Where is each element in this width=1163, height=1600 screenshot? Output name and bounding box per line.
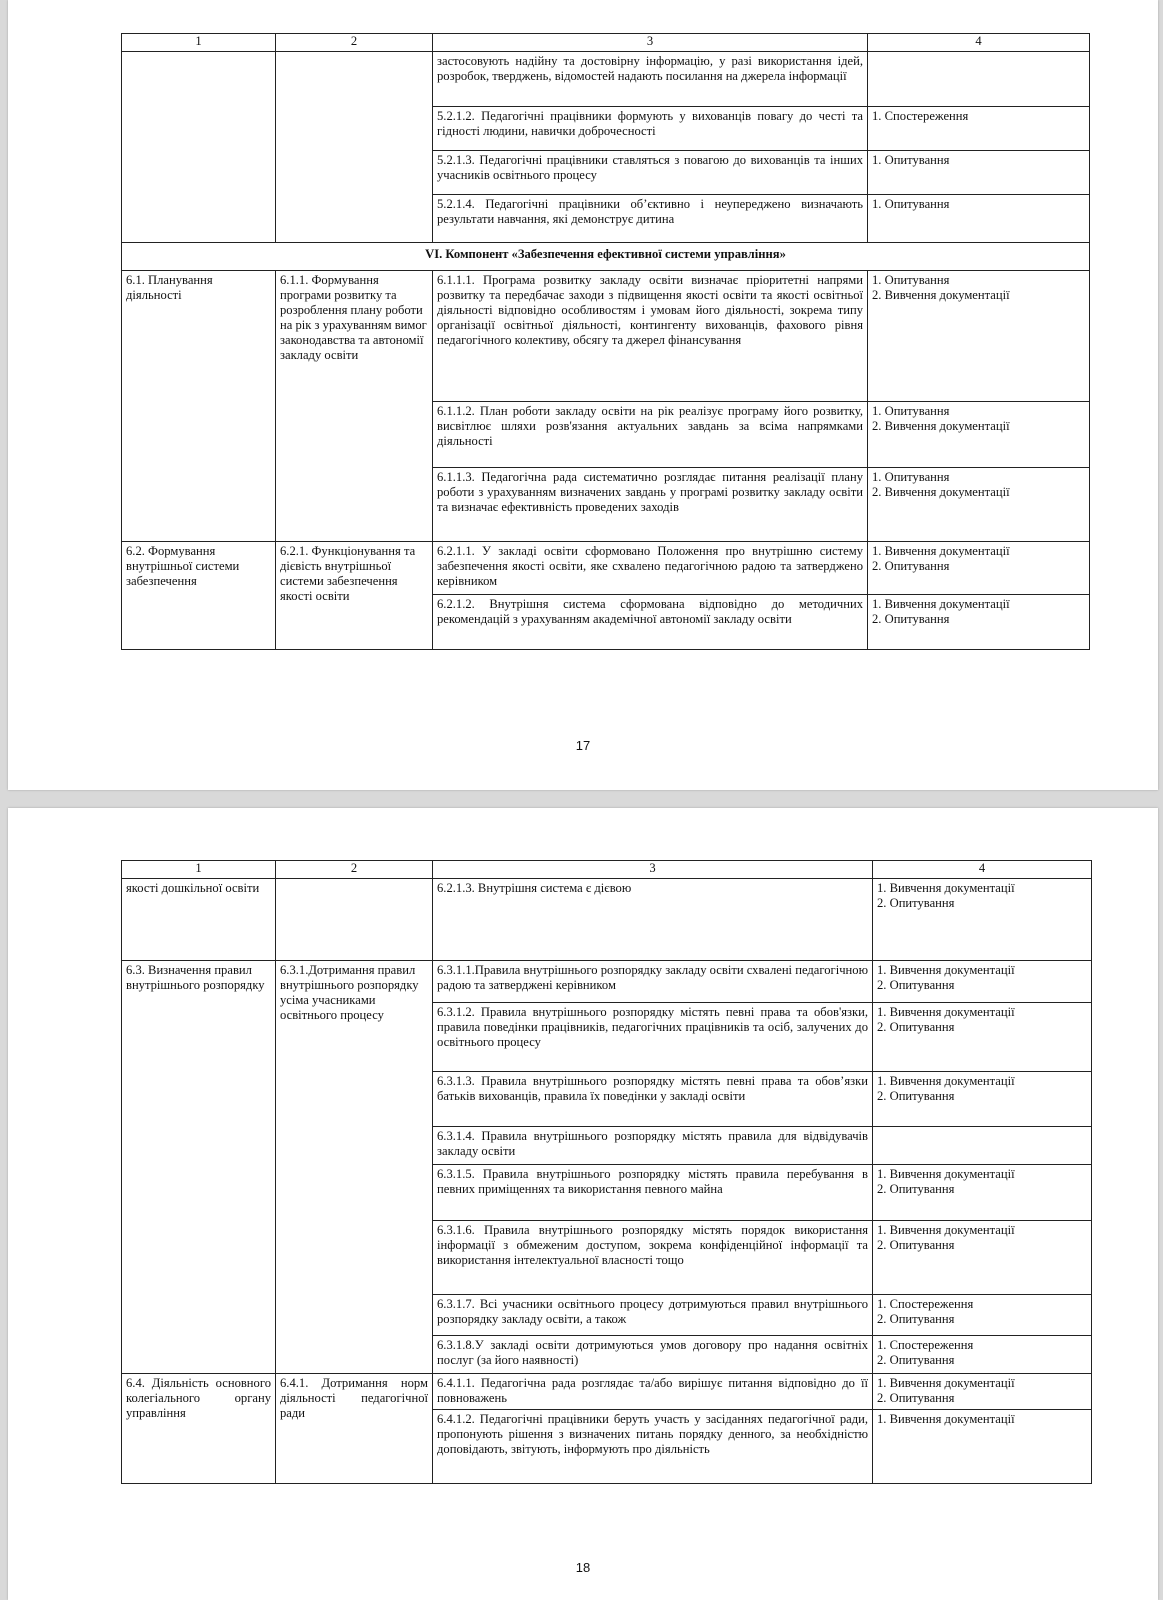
table-row — [122, 271, 1090, 402]
indicator-cell: 6.3.1.8.У закладі освіти дотримуються умов договору про надання освітніх послуг (за його наявності) — [433, 1336, 873, 1374]
method-item: 1. Вивчення документації — [877, 1412, 1015, 1426]
method-item: 2. Опитування — [877, 1182, 955, 1196]
method-cell — [868, 595, 1090, 650]
method-cell — [873, 1374, 1092, 1410]
method-item: 1. Вивчення документації — [877, 1074, 1015, 1088]
requirement-cell: 6.2. Формування внутрішньої системи забезпечення — [122, 542, 276, 650]
method-item: 1. Опитування — [872, 404, 950, 418]
method-cell — [868, 468, 1090, 542]
column-numbers-row — [122, 34, 1090, 52]
indicator-cell: 6.3.1.3. Правила внутрішнього розпорядку містять певні права та обов’язки батьків вихованців, правила їх поведінки у закладі освіти — [433, 1072, 873, 1127]
method-item: 2. Опитування — [877, 1353, 955, 1367]
table-row — [122, 52, 1090, 107]
method-item: 1. Опитування — [872, 153, 950, 167]
method-item: 1. Опитування — [872, 197, 950, 211]
method-item: 1. Вивчення документації — [877, 1223, 1015, 1237]
criterion-cell: 6.3.1.Дотримання правил внутрішнього розпорядку усіма учасниками освітнього процесу — [276, 961, 433, 1374]
column-number: 1 — [122, 34, 276, 52]
indicator-cell: 6.3.1.1.Правила внутрішнього розпорядку закладу освіти схвалені педагогічною радою та затверджені керівником — [433, 961, 873, 1003]
method-item: 1. Вивчення документації — [872, 597, 1010, 611]
method-item: 1. Вивчення документації — [877, 1005, 1015, 1019]
indicator-cell: 5.2.1.4. Педагогічні працівники об’єктивно і неупереджено визначають результати навчання, які демонструє дитина — [433, 195, 868, 243]
method-cell — [873, 1295, 1092, 1336]
method-cell — [873, 961, 1092, 1003]
method-item: 2. Опитування — [877, 978, 955, 992]
method-cell — [868, 107, 1090, 151]
requirement-cell: 6.4. Діяльність основного колегіального органу управління — [122, 1374, 276, 1484]
method-cell — [868, 151, 1090, 195]
column-number: 4 — [873, 861, 1092, 879]
criteria-table-page-18 — [121, 860, 1092, 1484]
indicator-cell: 6.3.1.5. Правила внутрішнього розпорядку містять правила перебування в певних приміщеннях та використання певного майна — [433, 1165, 873, 1221]
method-cell — [873, 1221, 1092, 1295]
method-item: 1. Опитування — [872, 470, 950, 484]
table-row — [122, 1374, 1092, 1410]
column-numbers-row — [122, 861, 1092, 879]
indicator-cell: 6.2.1.3. Внутрішня система є дієвою — [433, 879, 873, 961]
column-number: 1 — [122, 861, 276, 879]
indicator-cell: 6.4.1.2. Педагогічні працівники беруть участь у засіданнях педагогічної ради, пропонують рішення з визначених питань порядку денного, за необхідністю доповідають, звітують, інформують про діяльність — [433, 1410, 873, 1484]
table-row — [122, 879, 1092, 961]
method-item: 1. Вивчення документації — [877, 881, 1015, 895]
method-cell — [873, 1127, 1092, 1165]
method-item: 2. Опитування — [872, 612, 950, 626]
method-cell — [873, 1003, 1092, 1072]
method-item: 1. Вивчення документації — [872, 544, 1010, 558]
column-number: 3 — [433, 861, 873, 879]
document-page-17 — [8, 0, 1158, 790]
indicator-cell: 6.1.1.3. Педагогічна рада систематично розглядає питання реалізації плану роботи з урахуванням визначених завдань у програмі розвитку закладу освіти та визначає ефективність проведених заходів — [433, 468, 868, 542]
indicator-cell: 6.2.1.1. У закладі освіти сформовано Положення про внутрішню систему забезпечення якості освіти, яке схвалено педагогічною радою та затверджено керівником — [433, 542, 868, 595]
method-item: 2. Опитування — [877, 1089, 955, 1103]
method-item: 1. Спостереження — [877, 1338, 974, 1352]
method-cell — [873, 1336, 1092, 1374]
method-item: 2. Вивчення документації — [872, 419, 1010, 433]
criteria-table-page-17 — [121, 33, 1090, 650]
table-row — [122, 961, 1092, 1003]
requirement-cell: 6.3. Визначення правил внутрішнього розпорядку — [122, 961, 276, 1374]
method-cell — [868, 542, 1090, 595]
requirement-cell: якості дошкільної освіти — [122, 879, 276, 961]
indicator-cell: застосовують надійну та достовірну інформацію, у разі використання ідей, розробок, тверджень, відомостей надають посилання на джерела інформації — [433, 52, 868, 107]
page-number: 17 — [575, 738, 591, 753]
method-cell — [868, 402, 1090, 468]
method-item: 1. Спостереження — [872, 109, 969, 123]
method-item: 2. Вивчення документації — [872, 485, 1010, 499]
method-item: 2. Опитування — [877, 1391, 955, 1405]
indicator-cell: 6.3.1.6. Правила внутрішнього розпорядку містять порядок використання інформації з обмеженим доступом, зокрема конфіденційної інформації та використання інтелектуальної власності тощо — [433, 1221, 873, 1295]
method-cell — [873, 879, 1092, 961]
indicator-cell: 5.2.1.3. Педагогічні працівники ставляться з повагою до вихованців та інших учасників освітнього процесу — [433, 151, 868, 195]
method-item: 2. Опитування — [877, 1312, 955, 1326]
section-row — [122, 243, 1090, 271]
table-row — [122, 542, 1090, 595]
method-cell — [868, 195, 1090, 243]
method-cell — [868, 271, 1090, 402]
column-number: 2 — [276, 34, 433, 52]
page-number: 18 — [575, 1560, 591, 1575]
indicator-cell: 6.1.1.1. Програма розвитку закладу освіти визначає пріоритетні напрями розвитку та передбачає заходи з підвищення якості освіти та якості освітньої діяльності відповідно особливостям і умовам його діяльності, зокрема типу організації освітньої діяльності, контингенту вихованців, фахового рівня педагогічного колективу, обсягу та джерел фінансування — [433, 271, 868, 402]
criterion-cell: 6.4.1. Дотримання норм діяльності педагогічної ради — [276, 1374, 433, 1484]
column-number: 3 — [433, 34, 868, 52]
method-item: 1. Вивчення документації — [877, 963, 1015, 977]
method-item: 2. Опитування — [877, 1020, 955, 1034]
column-number: 4 — [868, 34, 1090, 52]
requirement-cell: 6.1. Планування діяльності — [122, 271, 276, 542]
indicator-cell: 6.3.1.2. Правила внутрішнього розпорядку містять певні права та обов'язки, правила поведінки працівників, педагогічних працівників та осіб, залучених до освітнього процесу — [433, 1003, 873, 1072]
criterion-cell: 6.1.1. Формування програми розвитку та розроблення плану роботи на рік з урахуванням вимог законодавства та автономії закладу освіти — [276, 271, 433, 542]
method-cell — [873, 1072, 1092, 1127]
criterion-cell — [276, 879, 433, 961]
indicator-cell: 6.1.1.2. План роботи закладу освіти на рік реалізує програму його розвитку, висвітлює шляхи розв'язання актуальних завдань за всіма напрямками діяльності — [433, 402, 868, 468]
criterion-cell: 6.2.1. Функціонування та дієвість внутрішньої системи забезпечення якості освіти — [276, 542, 433, 650]
section-title: VI. Компонент «Забезпечення ефективної системи управління» — [122, 243, 1090, 271]
indicator-cell: 6.2.1.2. Внутрішня система сформована відповідно до методичних рекомендацій з урахуванням академічної автономії закладу освіти — [433, 595, 868, 650]
method-item: 1. Вивчення документації — [877, 1376, 1015, 1390]
method-item: 2. Вивчення документації — [872, 288, 1010, 302]
indicator-cell: 6.3.1.4. Правила внутрішнього розпорядку містять правила для відвідувачів закладу освіти — [433, 1127, 873, 1165]
method-item: 1. Вивчення документації — [877, 1167, 1015, 1181]
document-page-18 — [8, 808, 1158, 1600]
method-cell — [873, 1165, 1092, 1221]
requirement-cell — [122, 52, 276, 243]
criterion-cell — [276, 52, 433, 243]
method-item: 1. Спостереження — [877, 1297, 974, 1311]
method-item: 2. Опитування — [877, 1238, 955, 1252]
method-cell — [868, 52, 1090, 107]
indicator-cell: 6.4.1.1. Педагогічна рада розглядає та/або вирішує питання відповідно до її повноважень — [433, 1374, 873, 1410]
method-item: 2. Опитування — [877, 896, 955, 910]
indicator-cell: 6.3.1.7. Всі учасники освітнього процесу дотримуються правил внутрішнього розпорядку закладу освіти, а також — [433, 1295, 873, 1336]
indicator-cell: 5.2.1.2. Педагогічні працівники формують у вихованців повагу до честі та гідності людини, навички доброчесності — [433, 107, 868, 151]
column-number: 2 — [276, 861, 433, 879]
method-item: 2. Опитування — [872, 559, 950, 573]
method-item: 1. Опитування — [872, 273, 950, 287]
method-cell — [873, 1410, 1092, 1484]
